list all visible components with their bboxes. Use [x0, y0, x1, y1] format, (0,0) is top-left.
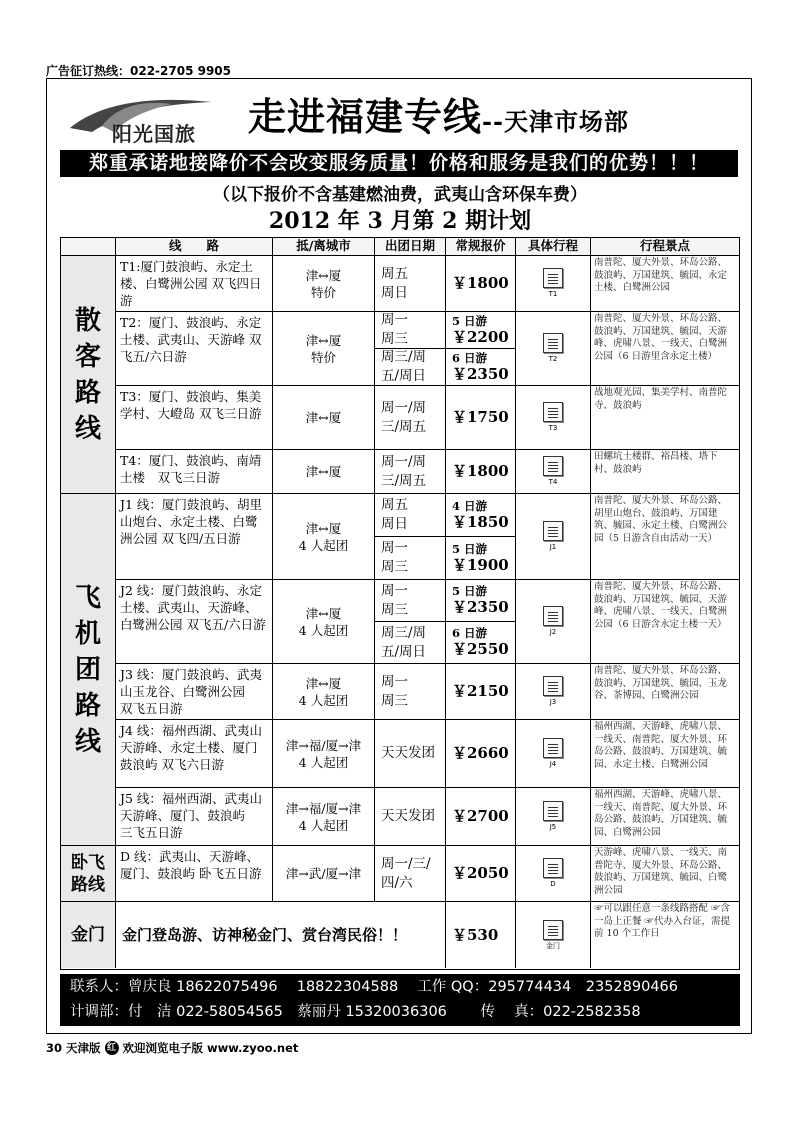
spots-cell: 南普陀、厦大外景、环岛公路、鼓浪屿、万国建筑、毓园、玉龙谷、茶博园、白鹭洲公园 [591, 664, 739, 720]
date-cell [375, 580, 446, 622]
city-line: 津→武/厦→津 [285, 866, 362, 881]
footer-page: 30 天津版 [46, 1041, 101, 1055]
spots-cell: ☞可以跟任意一条线路搭配 ☞含一岛上正餐 ☞代办入台证，需提前 10 个工作日 [594, 903, 731, 939]
city-cell [273, 664, 375, 720]
category-jinmen: 金门 [61, 902, 116, 968]
header-price: 常规报价 [446, 238, 516, 256]
footer-text: 欢迎浏览电子版 www.zyoo.net [122, 1041, 299, 1055]
category-scattered: 散客路线 [61, 256, 116, 494]
city-line: 4 人起团 [298, 817, 349, 833]
itinerary-cell [516, 386, 591, 450]
itinerary-cell [516, 580, 591, 664]
date-line: 周五 [381, 265, 408, 282]
spots-cell: 战地观光园、集美学村、南普陀寺、鼓浪屿 [591, 386, 739, 450]
price-amount: ￥2350 [452, 364, 509, 383]
date-line: 天天发团 [381, 745, 435, 761]
city-cell [273, 450, 375, 494]
date-line: 周三/周 [381, 624, 427, 641]
city-line: 4 人起团 [298, 622, 349, 638]
spots-cell: 南普陀、厦大外景、环岛公路、鼓浪屿、万国建筑、毓园、天游峰、虎啸八景、一线天、白鹭洲公园（6 日游里含永定土楼） [591, 312, 739, 386]
route-cell: J3 线：厦门鼓浪屿、武夷山玉龙谷、白鹭洲公园 双飞五日游 [116, 664, 273, 720]
route-cell: J5 线：福州西湖、武夷山天游峰、厦门、鼓浪屿 三飞五日游 [116, 788, 273, 846]
price-amount: ￥2050 [452, 864, 509, 882]
plan-period: 2012 年 3 月第 2 期计划 [268, 208, 532, 234]
city-line: 津→福/厦→津 [285, 737, 362, 753]
itinerary-doc-label: J5 [549, 823, 557, 831]
price-cell [446, 788, 516, 846]
city-line: 4 人起团 [298, 754, 349, 770]
itinerary-cell [516, 256, 591, 312]
header-itinerary: 具体行程 [516, 238, 591, 256]
price-amount: ￥1750 [452, 408, 509, 426]
price-cell [446, 580, 516, 622]
itinerary-doc-label: T2 [548, 355, 558, 363]
itinerary-document-icon[interactable] [543, 268, 563, 288]
price-amount: ￥530 [452, 925, 499, 944]
itinerary-document-icon[interactable] [543, 920, 563, 940]
city-line: 特价 [310, 349, 336, 365]
itinerary-document-icon[interactable] [543, 402, 563, 422]
route-cell: J1 线：厦门鼓浪屿、胡里山炮台、永定土楼、白鹭洲公园 双飞四/五日游 [116, 494, 273, 580]
route-cell: 金门登岛游、访神秘金门、赏台湾民俗！！ [116, 902, 446, 968]
spots-cell: 福州西湖、天游峰、虎啸八景、一线天、南普陀、厦大外景、环岛公路、鼓浪屿、万国建筑、毓园、永定土楼、白鹭洲公园 [591, 720, 739, 788]
ad-hotline: 广告征订热线：022-2705 9905 [46, 64, 232, 78]
date-line: 周三 [381, 331, 408, 347]
date-line: 三/周五 [381, 418, 427, 435]
spots-cell: 南普陀、厦大外景、环岛公路、胡里山炮台、鼓浪屿、万国建筑、毓园、永定土楼、白鹭洲公园（5 日游含自由活动一天） [591, 494, 739, 580]
itinerary-cell [516, 720, 591, 788]
date-cell [375, 256, 446, 312]
date-line: 三/周五 [381, 472, 427, 489]
spots-cell: 南普陀、厦大外景、环岛公路、鼓浪屿、万国建筑、毓园、天游峰、虎啸八景、一线天、白鹭洲公园（6 日游含永定土楼一天） [591, 580, 739, 664]
date-cell [375, 664, 446, 720]
date-line: 周一 [381, 312, 408, 328]
route-cell: D 线：武夷山、天游峰、厦门、鼓浪屿 卧飞五日游 [116, 846, 273, 902]
price-tier: 5 日游 [452, 313, 488, 328]
page-footer [46, 1040, 298, 1056]
route-cell: T3：厦门、鼓浪屿、集美学村、大嶝岛 双飞三日游 [116, 386, 273, 450]
price-cell [446, 494, 516, 537]
price-amount: ￥2150 [452, 682, 509, 700]
itinerary-document-icon[interactable] [543, 801, 563, 821]
price-amount: ￥2700 [452, 807, 509, 825]
price-tier: 4 日游 [452, 498, 488, 513]
route-table [60, 237, 740, 970]
contact-bar [60, 974, 740, 1026]
itinerary-doc-label: T1 [548, 290, 558, 298]
date-cell [375, 622, 446, 664]
city-line: 津↔厦 [305, 410, 342, 425]
itinerary-document-icon[interactable] [543, 858, 563, 878]
itinerary-doc-label: T3 [548, 424, 558, 432]
date-line: 周日 [381, 284, 408, 301]
date-cell [375, 450, 446, 494]
slogan-banner: 郑重承诺地接降价不会改变服务质量！价格和服务是我们的优势！！！ [60, 150, 738, 177]
price-cell [446, 450, 516, 494]
date-line: 周一 [381, 673, 408, 690]
header-route: 线 路 [116, 238, 273, 256]
date-cell [375, 846, 446, 902]
route-cell: T4：厦门、鼓浪屿、南靖土楼 双飞三日游 [116, 450, 273, 494]
city-line: 4 人起团 [298, 692, 349, 708]
date-line: 周一/周 [381, 399, 427, 416]
city-line: 津↔厦 [305, 332, 342, 348]
date-line: 周一 [381, 540, 408, 556]
itinerary-cell [516, 450, 591, 494]
price-note: （以下报价不含基建燃油费，武夷山含环保车费） [213, 185, 587, 205]
price-tier: 5 日游 [452, 541, 488, 556]
itinerary-document-icon[interactable] [543, 738, 563, 758]
price-cell [446, 537, 516, 580]
city-cell [273, 386, 375, 450]
price-amount: ￥2660 [452, 744, 509, 762]
city-line: 津↔厦 [305, 520, 342, 536]
price-amount: ￥2550 [452, 640, 509, 658]
itinerary-doc-label: J1 [549, 543, 557, 551]
price-amount: ￥1800 [452, 274, 509, 292]
contact-line-1: 联系人：曾庆良 18622075496 18822304588 工作 QQ：295774434 2352890466 [70, 979, 679, 995]
contact-line-2: 计调部：付 洁 022-58054565 蔡丽丹 15320036306 传 真：022-2582358 [70, 1004, 641, 1020]
itinerary-doc-label: D [550, 880, 556, 888]
price-tier: 6 日游 [452, 626, 488, 640]
price-cell [446, 349, 516, 386]
city-line: 津↔厦 [305, 675, 342, 691]
price-cell [446, 622, 516, 664]
price-cell [446, 664, 516, 720]
date-cell [375, 494, 446, 537]
city-line: 特价 [310, 284, 336, 300]
date-cell [375, 537, 446, 580]
date-line: 周三 [381, 559, 408, 575]
city-cell [273, 494, 375, 580]
date-cell [375, 788, 446, 846]
city-cell [273, 720, 375, 788]
header-corner [61, 238, 116, 256]
date-cell [375, 720, 446, 788]
price-tier: 6 日游 [452, 350, 488, 365]
price-tier: 5 日游 [452, 584, 488, 598]
itinerary-cell [516, 312, 591, 386]
date-line: 周日 [381, 516, 408, 532]
city-cell [273, 788, 375, 846]
date-line: 周三 [381, 692, 408, 709]
city-cell [273, 846, 375, 902]
itinerary-cell [516, 494, 591, 580]
header-city: 抵/离城市 [273, 238, 375, 256]
route-cell: T1:厦门鼓浪屿、永定土楼、白鹭洲公园 双飞四日游 [116, 256, 273, 312]
category-flight: 飞机团路线 [61, 494, 116, 846]
itinerary-document-icon[interactable] [543, 521, 563, 541]
footer-badge: 红 [105, 1041, 119, 1055]
date-line: 周一 [381, 582, 408, 599]
price-amount: ￥2350 [452, 598, 509, 616]
spots-cell: 福州西湖、天游峰、虎啸八景、一线天、南普陀、厦大外景、环岛公路、鼓浪屿、万国建筑、毓园、白鹭洲公园 [591, 788, 739, 846]
date-line: 五/周日 [381, 368, 427, 384]
date-line: 天天发团 [381, 808, 435, 824]
itinerary-doc-label: J2 [549, 628, 557, 636]
itinerary-document-icon[interactable] [543, 333, 563, 353]
category-sleeper: 卧飞路线 [61, 846, 116, 902]
itinerary-cell [516, 664, 591, 720]
itinerary-document-icon[interactable] [543, 606, 563, 626]
itinerary-doc-label: J4 [549, 760, 557, 768]
itinerary-document-icon[interactable] [543, 456, 563, 476]
date-line: 周五 [381, 497, 408, 513]
itinerary-document-icon[interactable] [543, 676, 563, 696]
itinerary-cell [516, 902, 591, 968]
itinerary-doc-label: 金门 [546, 941, 560, 950]
header-date: 出团日期 [375, 238, 446, 256]
date-line: 五/周日 [381, 643, 427, 660]
date-line: 周三/周 [381, 349, 427, 365]
date-line: 四/六 [381, 874, 413, 891]
city-line: 4 人起团 [298, 537, 349, 553]
price-amount: ￥2200 [452, 327, 509, 346]
header-spots: 行程景点 [591, 238, 739, 256]
price-amount: ￥1850 [452, 512, 509, 531]
price-amount: ￥1900 [452, 555, 509, 574]
price-cell [446, 312, 516, 349]
spots-cell: 田螺坑土楼群、裕昌楼、塔下村、鼓浪屿 [591, 450, 739, 494]
city-line: 津↔厦 [305, 605, 342, 621]
city-cell [273, 256, 375, 312]
itinerary-cell [516, 846, 591, 902]
title-suffix: --天津市场部 [482, 107, 629, 136]
price-cell [446, 846, 516, 902]
logo-text: 阳光国旅 [112, 122, 196, 146]
price-cell [446, 256, 516, 312]
route-cell: J2 线：厦门鼓浪屿、永定土楼、武夷山、天游峰、白鹭洲公园 双飞五/六日游 [116, 580, 273, 664]
itinerary-cell [516, 788, 591, 846]
price-cell [446, 902, 516, 968]
page-title [248, 86, 629, 141]
spots-cell: 南普陀、厦大外景、环岛公路、鼓浪屿、万国建筑、毓园、永定土楼、白鹭洲公园 [591, 256, 739, 312]
itinerary-doc-label: J3 [549, 698, 557, 706]
city-line: 津↔厦 [305, 267, 342, 283]
date-cell [375, 386, 446, 450]
price-cell [446, 386, 516, 450]
date-line: 周一/三/ [381, 855, 431, 872]
spots-cell: 天游峰、虎啸八景、一线天、南普陀寺、厦大外景、环岛公路、鼓浪屿、万国建筑、毓园、白鹭洲公园 [591, 846, 739, 902]
price-cell [446, 720, 516, 788]
city-cell [273, 580, 375, 664]
itinerary-doc-label: T4 [548, 478, 558, 486]
city-cell [273, 312, 375, 386]
date-cell [375, 349, 446, 386]
date-line: 周一/周 [381, 453, 427, 470]
route-cell: J4 线：福州西湖、武夷山天游峰、永定土楼、厦门鼓浪屿 双飞六日游 [116, 720, 273, 788]
price-amount: ￥1800 [452, 462, 509, 480]
title-main: 走进福建专线 [248, 94, 483, 139]
route-cell: T2：厦门、鼓浪屿、永定土楼、武夷山、天游峰 双飞五/六日游 [116, 312, 273, 386]
date-line: 周三 [381, 601, 408, 618]
city-line: 津↔厦 [305, 464, 342, 479]
city-line: 津→福/厦→津 [285, 800, 362, 816]
date-cell [375, 312, 446, 349]
